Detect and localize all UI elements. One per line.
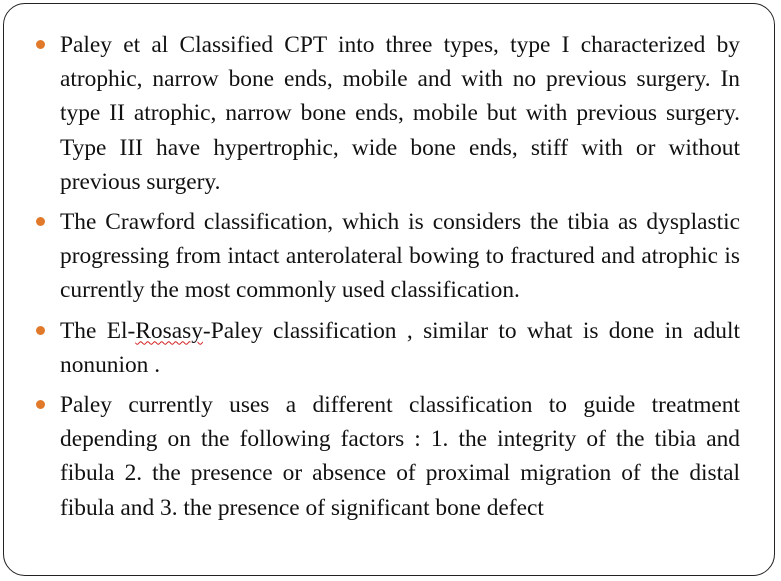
bullet-text-prefix: The El- xyxy=(60,317,136,344)
bullet-item-el-rosasy-paley xyxy=(34,314,740,382)
spellcheck-underlined-word: Rosasy xyxy=(135,317,203,344)
bullet-marker-icon xyxy=(36,400,45,409)
bullet-text: Paley et al Classified CPT into three types, type I characterized by atrophic, narrow bone ends, mobile and with no previous surgery. In type II atrophic, narrow bone ends, mobile but with previous surgery. Type III have hypertrophic, wide bone ends, stiff with or without previous surgery. xyxy=(60,32,740,195)
bullet-text-suffix: -Paley classification , similar to what is done in adult nonunion . xyxy=(60,317,740,378)
bullet-list xyxy=(34,28,740,531)
bullet-text: The Crawford classification, which is considers the tibia as dysplastic progressing from intact anterolateral bowing to fractured and atrophic is currently the most commonly used classification. xyxy=(60,209,740,304)
slide-frame xyxy=(3,3,775,576)
bullet-marker-icon xyxy=(36,326,45,335)
bullet-item-crawford xyxy=(34,205,740,308)
bullet-marker-icon xyxy=(36,217,45,226)
bullet-item-paley-factors xyxy=(34,388,740,525)
bullet-text: Paley currently uses a different classification to guide treatment depending on the following factors : 1. the integrity of the tibia and fibula 2. the presence or absence of proximal migration of the distal fibula and 3. the presence of significant bone defect xyxy=(60,392,740,521)
bullet-marker-icon xyxy=(36,40,45,49)
bullet-item-paley-types xyxy=(34,28,740,199)
